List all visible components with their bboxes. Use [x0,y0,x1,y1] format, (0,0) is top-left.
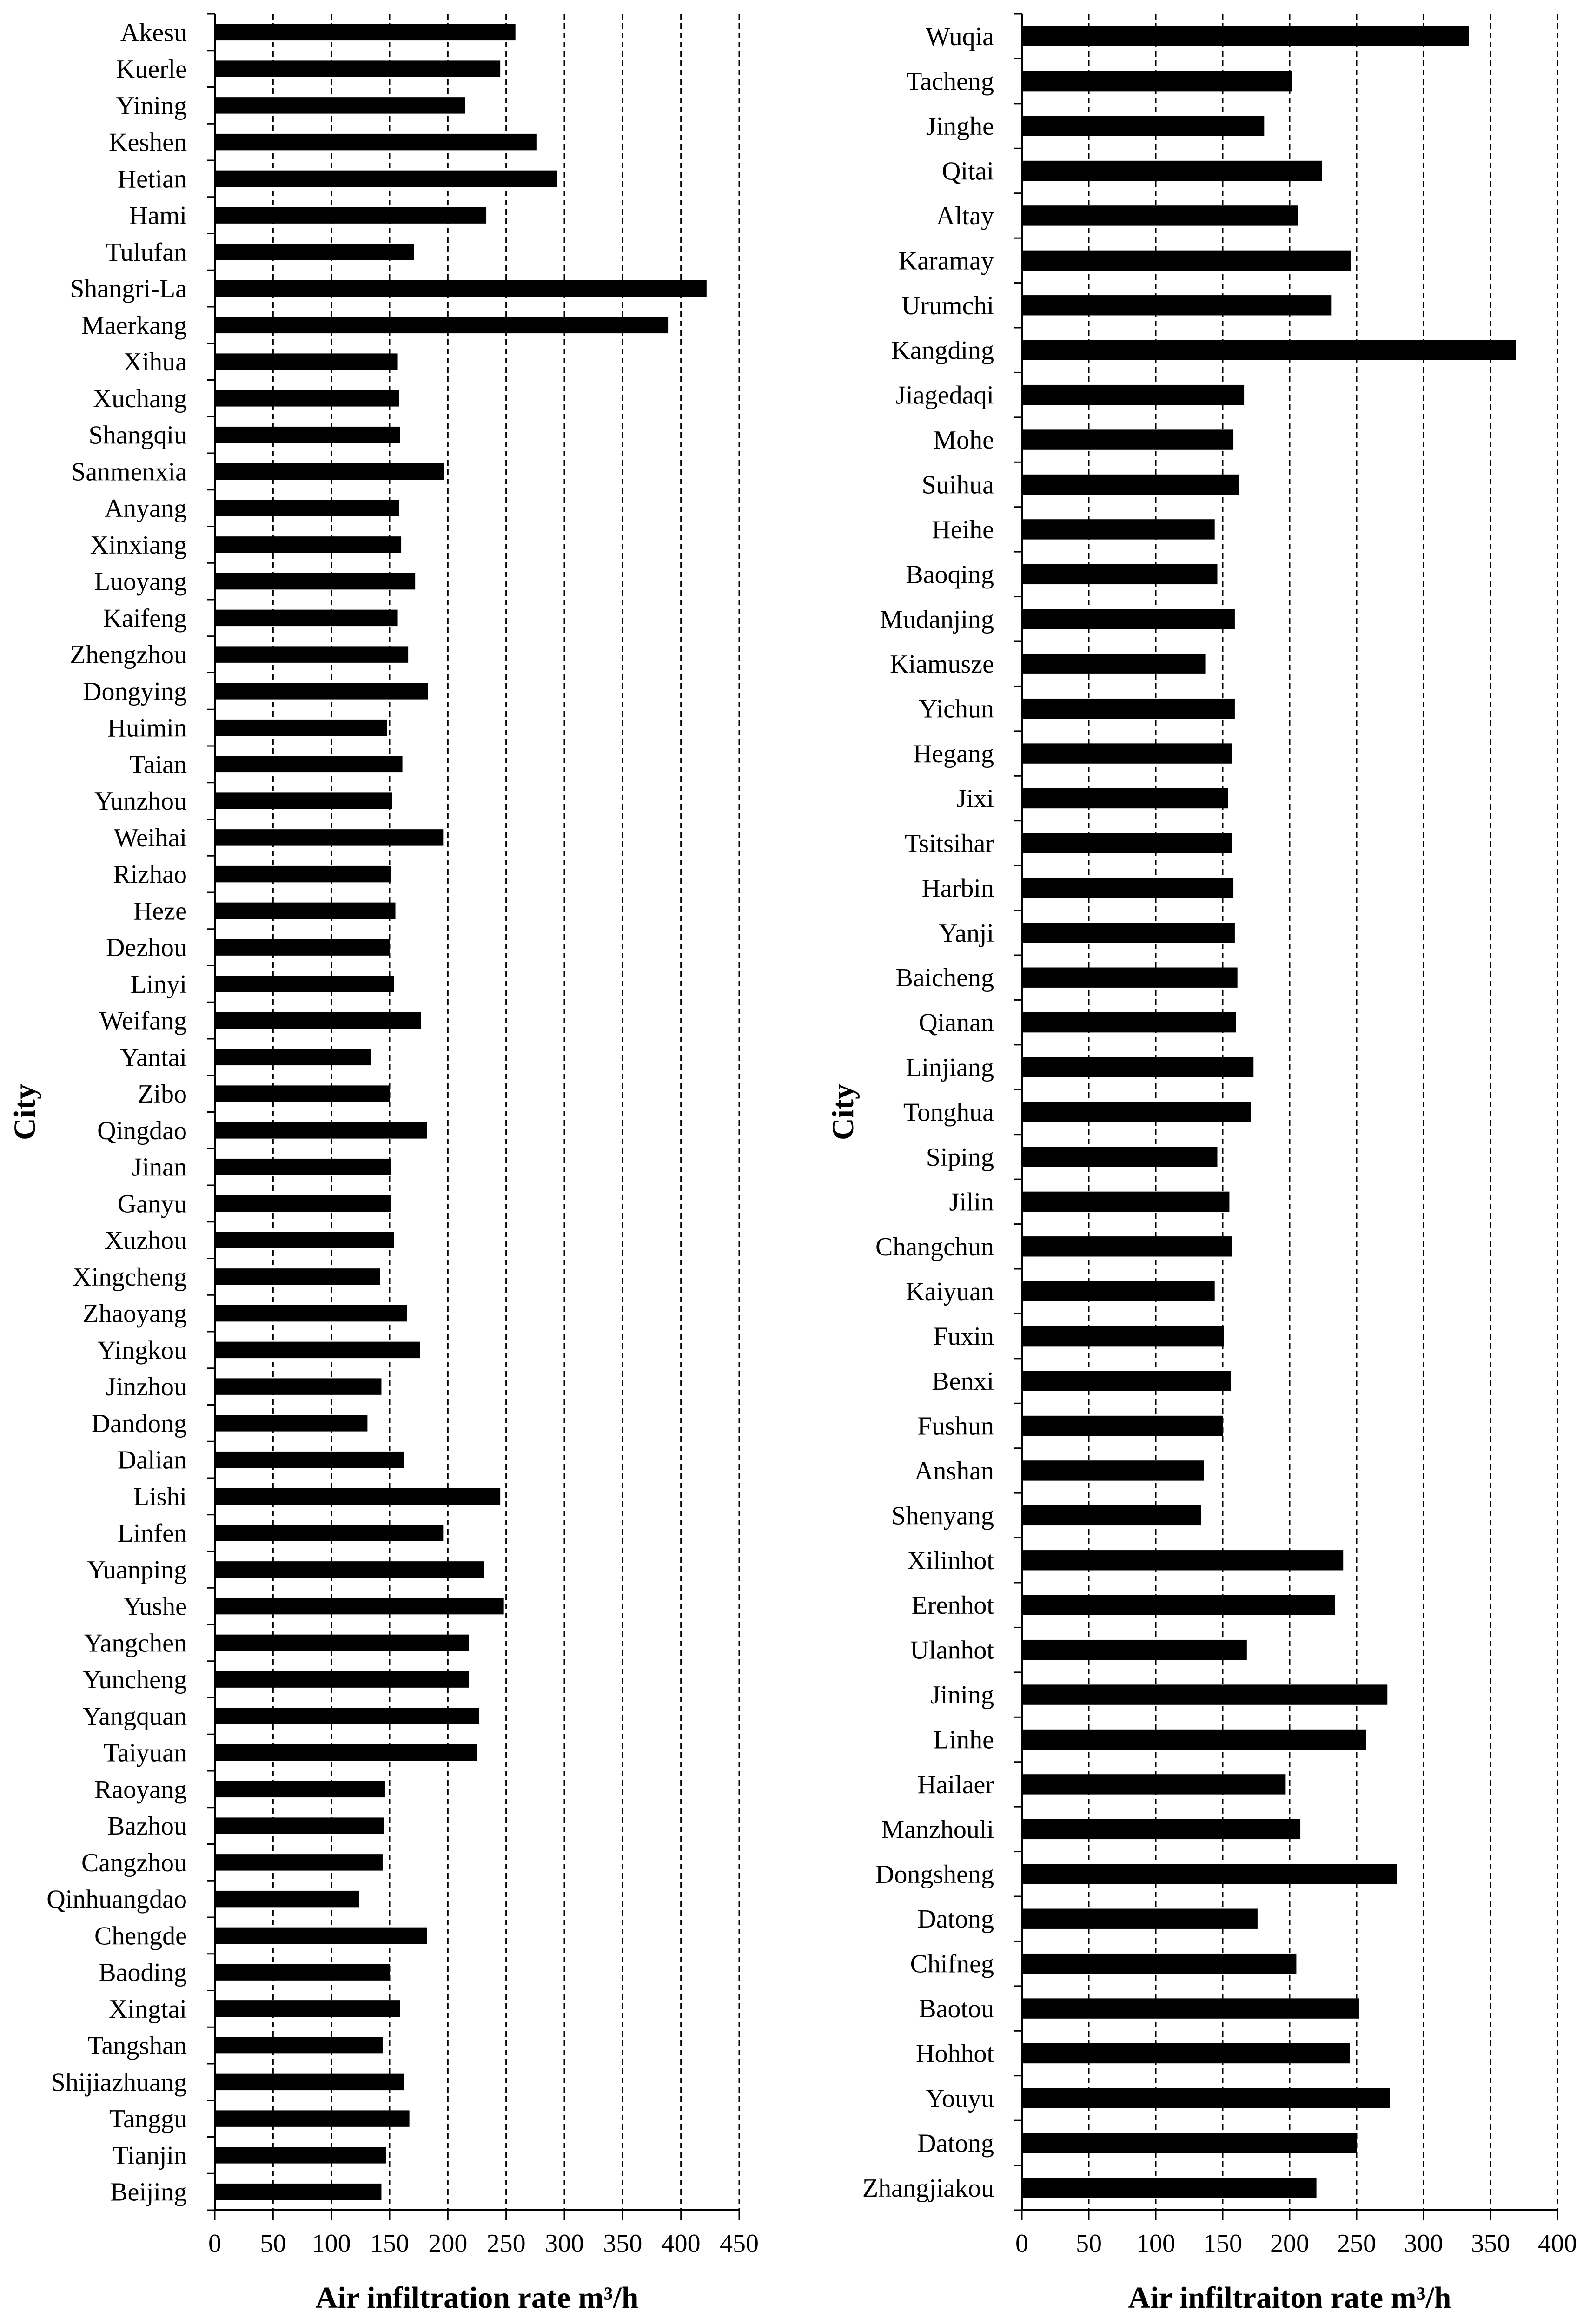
chart-a-bar [215,573,415,589]
chart-a-bar [215,171,557,187]
chart-b-bar [1022,1416,1223,1436]
chart-a-bar [215,939,390,955]
chart-b-city-label: Changchun [875,1232,994,1261]
chart-a-bar [215,1598,504,1614]
chart-a-y-axis-title: City [8,1084,42,1140]
chart-a-bar [215,1195,391,1212]
chart-a-city-label: Huimin [107,713,187,743]
chart-a-city-label: Yunzhou [94,787,187,816]
chart-a-bar [215,2184,381,2200]
chart-b-bar [1022,161,1322,181]
chart-b-x-tick-label: 300 [1404,2229,1443,2258]
chart-b-city-label: Tacheng [906,67,994,96]
chart-b-bar [1022,1326,1224,1346]
chart-a-city-label: Heze [133,897,187,926]
chart-a-city-label: Yingkou [97,1336,187,1365]
chart-a-city-label: Yangchen [84,1629,187,1658]
chart-a-bar [215,1049,371,1065]
chart-a-bar [215,1671,469,1687]
chart-b-x-tick-label: 50 [1076,2229,1102,2258]
chart-a-bar [215,1159,391,1175]
chart-a-bar [215,24,516,40]
chart-b-city-label: Tonghua [903,1098,994,1127]
chart-a-gridlines [273,14,739,2210]
chart-a-bar [215,1744,477,1761]
chart-a-bar [215,536,401,553]
chart-a-city-label: Tianjin [113,2141,187,2170]
chart-b-x-tick-label: 400 [1538,2229,1577,2258]
chart-b-bar [1022,2088,1390,2108]
chart-a-city-label: Xihua [123,348,187,377]
chart-a-bar [215,903,396,919]
chart-b-bar [1022,1909,1258,1929]
chart-b-x-tick-label: 100 [1136,2229,1175,2258]
chart-a-bar [215,1964,390,1980]
chart-b-city-label: Jining [930,1681,994,1710]
chart-b-city-label: Hegang [913,739,994,769]
chart-b-city-label: Ulanhot [910,1636,994,1665]
chart-a-bar [215,1012,421,1029]
chart-b-city-label: Mudanjing [880,605,994,634]
chart-b-city-label: Baicheng [895,964,994,993]
chart-b-city-label: Chifneg [910,1949,994,1979]
chart-b-city-label: Manzhouli [881,1815,994,1844]
chart-b-x-tick-label: 250 [1337,2229,1376,2258]
chart-a-bar [215,720,387,736]
chart-a-bar [215,97,465,113]
chart-b-bar [1022,1102,1251,1122]
chart-a-bar [215,756,403,772]
chart-a-city-label: Luoyang [94,567,187,596]
chart-a-bar [215,829,443,845]
chart-a-city-label: Jinzhou [106,1373,187,1402]
chart-a-bar [215,280,707,297]
chart-a-city-label: Qinhuangdao [46,1885,187,1914]
chart-b-bar [1022,1371,1231,1391]
chart-b-bar [1022,609,1235,629]
chart-a-city-label: Beijing [110,2178,187,2207]
chart-a-x-tick-label: 300 [545,2229,584,2258]
chart-a-x-tick-label: 0 [208,2229,221,2258]
chart-a-city-label: Taiyuan [103,1738,187,1768]
chart-b [826,14,1577,2324]
chart-a-bar [215,1268,380,1285]
chart-a-city-label: Tanggu [109,2105,187,2134]
chart-a-bar [215,390,399,406]
chart-a-bar [215,317,668,333]
chart-a-bar [215,1781,385,1797]
chart-a-bar [215,866,391,882]
chart-b-city-label: Jinghe [926,112,994,141]
chart-a-city-label: Kaifeng [103,604,187,633]
chart-a-bar [215,244,414,260]
chart-b-bar [1022,295,1331,315]
chart-a-city-label: Dongying [83,677,187,706]
chart-b-bar [1022,1550,1343,1570]
chart-b-bar [1022,1998,1359,2018]
chart-a-city-label: Tulufan [105,238,187,267]
chart-a-bar [215,1708,479,1724]
chart-a-bar [215,1488,500,1505]
chart-a-city-label: Yuanping [87,1555,187,1585]
chart-b-city-label: Kangding [891,336,994,365]
chart-a-bar [215,1342,420,1358]
chart-b-bar [1022,968,1238,988]
chart-a-city-label: Xinxiang [90,530,187,560]
chart-a-bar [215,1122,427,1138]
chart-b-city-label: Baoqing [906,560,994,589]
chart-b-city-labels [862,22,994,2203]
chart-b-bar [1022,2133,1357,2153]
chart-a-city-label: Hetian [117,165,187,194]
chart-a-bar [215,1305,407,1321]
chart-b-bar [1022,71,1292,91]
chart-a-bar [215,1817,384,1834]
chart-b-x-tick-label: 350 [1471,2229,1510,2258]
chart-b-bar [1022,743,1232,763]
chart-a-x-tick-label: 250 [486,2229,526,2258]
chart-b-city-label: Hohhot [916,2039,994,2068]
chart-b-city-label: Erenhot [911,1591,994,1620]
chart-b-city-label: Linjiang [906,1053,994,1083]
chart-b-city-label: Kaiyuan [906,1277,994,1307]
chart-b-bar [1022,205,1298,225]
chart-a-city-label: Yuncheng [83,1665,187,1695]
chart-b-bar [1022,1281,1215,1301]
chart-b-city-label: Qitai [942,157,994,186]
chart-a-bar [215,1561,484,1578]
chart-b-city-label: Heihe [932,515,994,544]
chart-b-city-label: Wuqia [925,22,994,52]
chart-a-city-label: Zhengzhou [70,640,187,670]
chart-b-bar [1022,833,1232,853]
chart-a-city-label: Qingdao [97,1116,187,1145]
chart-a-city-label: Lishi [133,1482,187,1512]
chart-a-bar [215,1525,443,1541]
chart-a-city-label: Shijiazhuang [51,2068,187,2097]
chart-a-city-label: Linfen [117,1519,187,1548]
chart-a-bar [215,60,500,77]
chart-b-city-label: Dongsheng [875,1860,994,1889]
chart-b-bar [1022,1819,1300,1839]
chart-a-city-label: Cangzhou [81,1848,187,1877]
chart-a-city-label: Zhaoyang [83,1299,187,1328]
chart-a-city-label: Weihai [113,823,187,852]
chart-b-bar [1022,2043,1350,2063]
chart-b-city-label: Youyu [926,2084,994,2113]
chart-a-bar [215,2000,400,2017]
chart-a-bar [215,1378,381,1394]
chart-b-bar [1022,385,1244,405]
chart-b-bar [1022,923,1235,943]
chart-a-bar [215,427,400,443]
chart-a-x-tick-label: 200 [428,2229,468,2258]
chart-b-city-label: Altay [936,201,994,231]
chart-b-bar [1022,1236,1232,1256]
chart-a-city-label: Xuchang [93,384,187,413]
chart-b-city-label: Karamay [898,246,994,276]
chart-a-x-tick-label: 100 [311,2229,351,2258]
chart-b-bar [1022,1460,1204,1480]
chart-b-bars [1022,26,1516,2198]
chart-b-city-label: Anshan [914,1456,994,1486]
chart-a-city-label: Xingcheng [73,1262,187,1292]
chart-b-city-label: Datong [917,1905,994,1934]
chart-b-bar [1022,1864,1397,1884]
chart-b-city-label: Datong [917,2129,994,2158]
chart-a-city-label: Linyi [130,970,187,999]
chart-a-bar [215,463,444,480]
chart-a-x-tick-label: 450 [720,2229,759,2258]
chart-a-city-label: Sanmenxia [71,457,187,487]
chart-b-bar [1022,475,1239,495]
chart-b-y-axis-title: City [826,1084,860,1140]
chart-b-city-label: Xilinhot [907,1546,994,1575]
chart-a-city-label: Ganyu [117,1189,187,1219]
chart-a-bar [215,2037,383,2053]
chart-b-city-label: Tsitsihar [904,829,994,858]
chart-b-bar [1022,26,1469,46]
chart-a-city-label: Dalian [117,1446,187,1475]
chart-a-bar [215,2074,404,2090]
chart-b-city-label: Jilin [949,1188,994,1217]
chart-a-bar [215,683,428,699]
chart-a-city-label: Tangshan [87,2031,187,2060]
chart-a-city-label: Yushe [123,1592,187,1621]
chart-b-city-label: Fushun [917,1412,994,1441]
chart-a-bar [215,646,408,662]
chart-a-bar [215,792,392,809]
chart-a-city-label: Taian [129,750,187,779]
chart-b-bar [1022,1595,1335,1615]
chart-a-city-label: Chengde [94,1921,187,1951]
chart-a-bar [215,134,537,150]
chart-b-city-label: Fuxin [933,1322,994,1351]
chart-b-bar [1022,699,1235,719]
chart-b-bar [1022,1192,1229,1212]
chart-b-x-tick-label: 0 [1015,2229,1028,2258]
chart-b-city-label: Mohe [933,426,994,455]
chart-b-bar [1022,788,1228,808]
chart-a-x-tick-label: 350 [603,2229,643,2258]
chart-a-city-label: Weifang [99,1006,187,1036]
chart-a-bar [215,500,399,516]
chart-a-x-tick-label: 400 [661,2229,701,2258]
chart-a-x-tick-label: 150 [370,2229,409,2258]
chart-b-bar [1022,1640,1247,1660]
chart-b-bar [1022,1012,1236,1032]
chart-a-bar [215,2110,410,2126]
chart-b-bar [1022,1730,1366,1750]
chart-a-bar [215,1928,427,1944]
chart-a-bar [215,2147,386,2163]
chart-a-bar [215,1854,383,1870]
chart-b-city-label: Yichun [919,694,994,724]
chart-b-x-axis-title: Air infiltraiton rate m³/h [1128,2281,1451,2315]
chart-a-city-label: Kuerle [116,55,187,84]
chart-a-city-label: Keshen [109,128,187,157]
chart-b-bar [1022,1684,1387,1704]
chart-b-bar [1022,429,1233,449]
chart-a-bar [215,1452,404,1468]
chart-a-bar [215,1415,367,1431]
chart-a-city-label: Hami [129,201,187,231]
chart-a-city-label: Yangquan [82,1702,187,1731]
chart-b-city-label: Harbin [921,874,994,903]
chart-b-city-label: Jixi [956,784,994,813]
chart-b-city-label: Hailaer [917,1770,994,1799]
chart-b-city-label: Urumchi [901,291,994,320]
chart-a-city-label: Shangqiu [88,421,187,450]
chart-b-bar [1022,1147,1217,1167]
chart-b-x-tick-label: 200 [1270,2229,1309,2258]
chart-a-city-label: Jinan [132,1153,187,1182]
chart-b-bar [1022,251,1351,271]
chart-a-bar [215,353,398,370]
chart-b-city-label: Baotou [919,1994,994,2024]
chart-a-bar [215,1891,359,1907]
chart-a-city-label: Akesu [120,18,187,47]
chart-b-bar [1022,1774,1285,1794]
chart-b-x-tick-label: 150 [1203,2229,1242,2258]
chart-a-city-label: Baoding [99,1958,187,1987]
chart-b-bar [1022,1954,1296,1974]
chart-a-city-label: Bazhou [107,1812,187,1841]
chart-a-city-label: Yantai [120,1043,187,1072]
chart-b-city-label: Qianan [919,1008,994,1037]
chart-b-city-label: Benxi [932,1367,994,1396]
chart-b-city-label: Kiamusze [890,650,994,679]
chart-b-bar [1022,519,1215,539]
chart-b-city-label: Yanji [939,918,994,948]
chart-b-bar [1022,340,1516,360]
chart-a-city-label: Rizhao [113,860,187,889]
chart-a-x-axis-title: Air infiltration rate m³/h [315,2281,639,2315]
chart-b-city-label: Jiagedaqi [895,381,994,410]
chart-a-city-label: Raoyang [94,1775,187,1804]
chart-a-bar [215,1635,469,1651]
chart-a-bar [215,976,394,992]
chart-a-city-label: Xingtai [109,1994,187,2024]
chart-a-bars [215,24,707,2200]
chart-a-city-label: Maerkang [81,311,187,340]
chart-a-city-label: Anyang [104,494,187,523]
chart-b-bar [1022,116,1264,136]
chart-a-bar [215,1232,394,1248]
chart-b-bar [1022,2178,1317,2198]
chart-a-city-label: Zibo [138,1080,187,1109]
chart-a-bar [215,610,398,626]
chart-a-city-label: Dezhou [106,933,187,963]
chart-a-x-tick-label: 50 [260,2229,286,2258]
chart-a-city-label: Yining [116,91,187,120]
chart-b-bar [1022,878,1233,898]
chart-a-bar [215,1085,390,1102]
chart-b-city-label: Shenyang [891,1501,994,1531]
chart-b-bar [1022,1057,1253,1077]
chart-a-city-label: Dandong [91,1409,187,1438]
chart-a-city-label: Shangri-La [70,274,187,304]
chart-b-bar [1022,564,1217,584]
chart-b-bar [1022,1505,1201,1525]
chart-a-city-labels [46,18,187,2206]
chart-a-bar [215,207,486,223]
chart-b-city-label: Zhangjiakou [862,2173,994,2203]
chart-b-city-label: Siping [926,1142,994,1172]
chart-a [8,14,759,2324]
chart-a-city-label: Xuzhou [104,1226,187,1255]
chart-b-city-label: Linhe [933,1725,994,1755]
chart-b-city-label: Suihua [921,470,994,500]
chart-b-bar [1022,654,1206,674]
